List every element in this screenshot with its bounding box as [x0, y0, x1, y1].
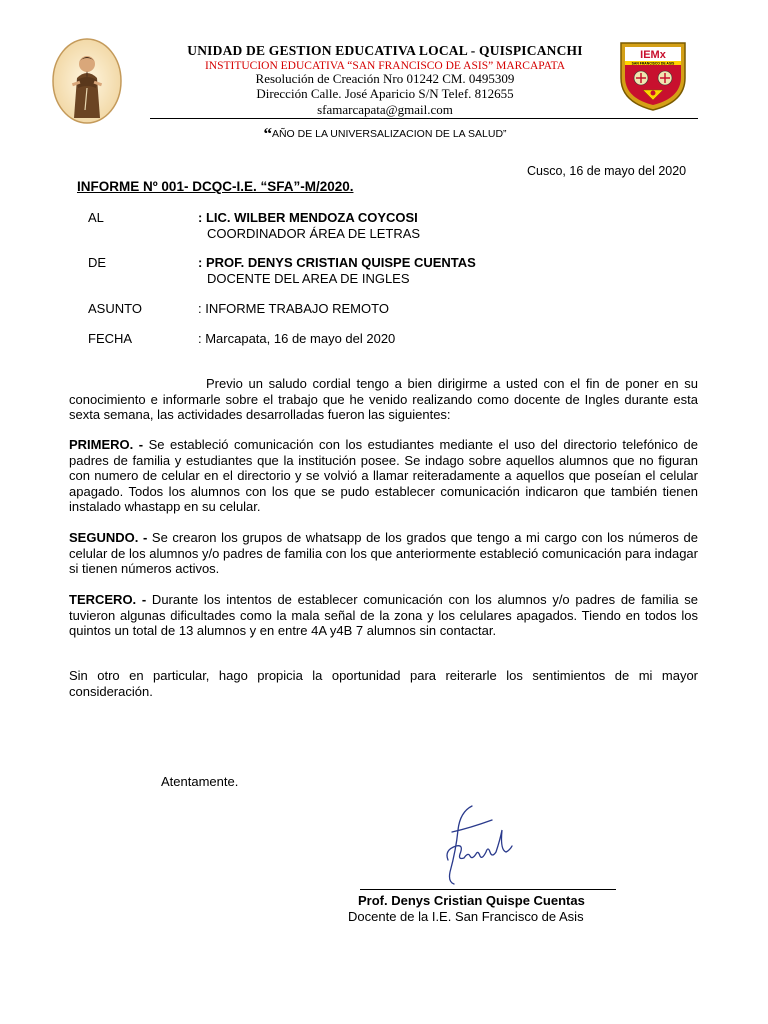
- primero-paragraph: [69, 437, 698, 515]
- header-organization: UNIDAD DE GESTION EDUCATIVA LOCAL - QUISPICANCHI: [187, 43, 583, 58]
- segundo-text: Se crearon los grupos de whatsapp de los grados que tengo a mi cargo con los números de celular de los alumnos y/o padres de familia con los que anteriormente estableció comunicación para indagar si tienen números activos.: [69, 530, 698, 576]
- signature-line: [360, 889, 616, 890]
- primero-text: Se estableció comunicación con los estudiantes mediante el uso del directorio telefónico de padres de familia y estudiantes que la institución posee. Se indago sobre aquellos alumnos que no figuran con numero de celular en el directorio y se volvió a llamar reiteradamente a aquellos que poseían el celular apagado. Todos los alumnos con los que se pudo establecer comunicación indicaron que también tienen instalado whastapp en su celular.: [69, 437, 698, 514]
- header-address: Dirección Calle. José Aparicio S/N Telef. 812655: [256, 86, 514, 101]
- crest-banner-text: SAN FRANCISCO DE ASIS: [631, 61, 675, 66]
- year-motto: [140, 124, 630, 144]
- tercero-label: TERCERO. -: [69, 592, 147, 607]
- field-de-label: DE: [88, 255, 107, 270]
- primero-label: PRIMERO. -: [69, 437, 144, 452]
- header-divider: [150, 118, 698, 119]
- field-asunto-label: ASUNTO: [88, 301, 142, 316]
- field-al-label: AL: [88, 210, 104, 225]
- closing-paragraph: Sin otro en particular, hago propicia la oportunidad para reiterarle los sentimientos de mi mayor consideración.: [69, 668, 698, 699]
- signer-name: Prof. Denys Cristian Quispe Cuentas: [358, 893, 585, 908]
- saint-francis-logo: [52, 38, 122, 124]
- header-school-name: INSTITUCION EDUCATIVA “SAN FRANCISCO DE ASIS” MARCAPATA: [204, 60, 566, 72]
- tercero-paragraph: [69, 592, 698, 639]
- header-email: sfamarcapata@gmail.com: [317, 102, 453, 117]
- field-al-name: : LIC. WILBER MENDOZA COYCOSI: [198, 210, 418, 225]
- intro-paragraph: [69, 376, 698, 423]
- field-al-role: COORDINADOR ÁREA DE LETRAS: [207, 226, 421, 241]
- field-fecha-value: : Marcapata, 16 de mayo del 2020: [198, 331, 396, 346]
- field-de-role: DOCENTE DEL AREA DE INGLES: [207, 271, 410, 286]
- report-title: INFORME Nº 001- DCQC-I.E. “SFA”-M/2020.: [77, 179, 354, 194]
- field-de-name: : PROF. DENYS CRISTIAN QUISPE CUENTAS: [198, 255, 476, 270]
- intro-text: Previo un saludo cordial tengo a bien dirigirme a usted con el fin de poner en su conocimiento e informarle sobre el trabajo que he venido realizando como docente de Ingles durante esta sexta semana, las actividades desarrolladas fueron las siguientes:: [69, 376, 698, 422]
- tercero-text: Durante los intentos de establecer comunicación con los alumnos y/o padres de familia se tuvieron algunas dificultades como la mala señal de la zona y los celulares apagados. Tiendo en todos los quintos un total de 13 alumnos y en entre 4A y4B 7 alumnos sin contactar.: [69, 592, 698, 638]
- handwritten-signature: [430, 800, 530, 890]
- signer-role: Docente de la I.E. San Francisco de Asis: [348, 909, 584, 924]
- year-motto-text: AÑO DE LA UNIVERSALIZACION DE LA SALUD”: [271, 128, 507, 140]
- header-resolution: Resolución de Creación Nro 01242 CM. 0495309: [255, 71, 515, 86]
- segundo-paragraph: [69, 530, 698, 577]
- closing-salutation: Atentamente.: [161, 774, 239, 789]
- field-fecha-label: FECHA: [88, 331, 133, 346]
- year-motto-quote: “: [263, 124, 272, 143]
- crest-text: IEMx: [640, 49, 666, 61]
- segundo-label: SEGUNDO. -: [69, 530, 148, 545]
- field-asunto-value: : INFORME TRABAJO REMOTO: [198, 301, 389, 316]
- document-date: Cusco, 16 de mayo del 2020: [527, 164, 687, 178]
